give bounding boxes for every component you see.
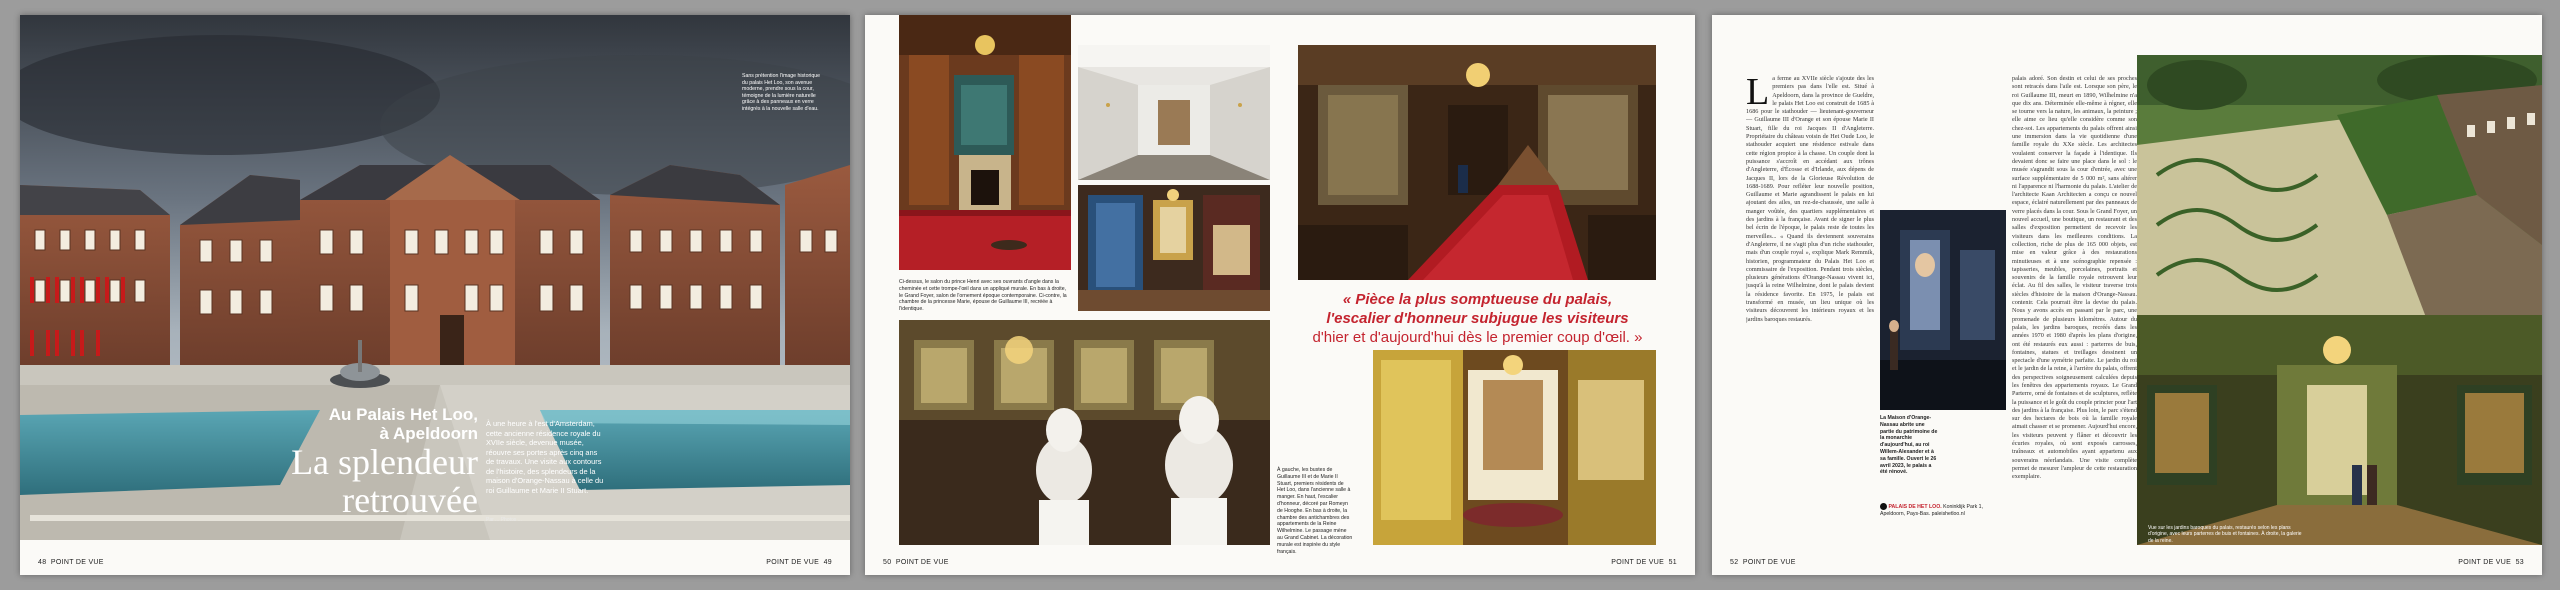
queen-antechamber-photo (1373, 350, 1656, 545)
folio-left-2 (883, 559, 949, 566)
intro-text: À une heure à l'est d'Amsterdam, cette ancienne résidence royale du XVIIe siècle, devenue musée, réouvre ses portes après cinq ans de travaux. Une visite aux contours de l'histoire, des splendeurs de la maison d'Orange-Nassau à celle du roi Guillaume et Marie II Stuart. (486, 419, 604, 495)
caption-right: Vue sur les jardins baroques du palais, restaurés selon les plans d'origine, avec leurs parterres de buis et fontaines. À droite, la galerie de la reine. (2148, 525, 2302, 544)
page-number-right-3: 53 (2515, 559, 2524, 566)
page-number-left: 48 (38, 559, 47, 566)
salon-fireplace-photo (899, 15, 1071, 270)
princess-bedroom-photo (1078, 185, 1270, 311)
folio-label-left-2: POINT DE VUE (895, 559, 949, 566)
dropcap: L (1746, 75, 1770, 113)
headline-line-2: à Apeldoorn (379, 424, 478, 443)
pull-quote-end: d'hier et d'aujourd'hui dès le premier coup d'œil. » (1312, 329, 1643, 346)
grand-staircase-photo (1298, 45, 1656, 280)
dining-room-busts-photo (899, 320, 1270, 545)
headline (278, 405, 478, 519)
queen-gallery-photo (2137, 315, 2542, 545)
pin-icon (1880, 503, 1887, 510)
spread-1 (20, 15, 850, 575)
folio-left (38, 559, 104, 566)
baroque-gardens-photo (2137, 55, 2542, 320)
page-number-left-2: 50 (883, 559, 892, 566)
headline-line-4: retrouvée (342, 480, 478, 520)
spread-2 (865, 15, 1695, 575)
page-number-right: 49 (823, 559, 832, 566)
page-number-right-2: 51 (1668, 559, 1677, 566)
pull-quote-main: « Pièce la plus somptueuse du palais, l'escalier d'honneur subjugue les visiteurs (1326, 291, 1629, 327)
column-1-text: a ferme au XVIIe siècle s'ajoute des les premiers pas dans l'elle est. Situé à Apeldoorn, dans la province de Gueldre, le palais Het Loo est construit de 1685 à 1686 pour le stathouder — lieutenant-gouverneur — Guillaume III d'Orange et son épouse Marie II Stuart, fille du roi Jacques II d'Angleterre. Propriétaire du château voisin de Het Oude Loo, le stathouder acquiert une résidence estivale dans cette région propice à la chasse. Un couple dont la puissance s'accroît en accédant aux trônes d'Angleterre, d'Écosse et d'Irlande, aux dépens de Jacques II, lors de la Glorieuse Révolution de 1688-1689. Pour refléter leur nouvelle position, Guillaume et Marie agrandissent le palais en lui ajoutant des ailes, un rez-de-chaussée, une salle à manger voûtée, des quartiers supplémentaires et des jardins à la française. Avant de signer le plus bel écrin de l'époque, le palais reste de toutes les merveilles... « Quand ils deviennent souverains d'Angleterre, il ne s'agit plus d'un riche stathouder, mais d'un couple royal », explique Mark Remmik, historien, programmateur du Palais Het Loo et commissaire de l'exposition. Pendant trois siècles, plusieurs générations d'Orange-Nassau vivent ici, jusqu'à la reine Wilhelmine, dont le palais devient la résidence favorite. En 1975, le palais est transformé en musée, un lieu unique où les visiteurs découvrent les intérieurs royaux et les jardins baroques restaurés. (1746, 75, 1874, 323)
caption-top: Ci-dessus, le salon du prince Henri avec ses ouvrants d'angle dans la cheminée et cette trompe-l'œil dans un appliqué murale. En bas à droite, le Grand Foyer, salon de l'ornement époque contemporaine. Ci-contre, la chambre de la princesse Marie, épouse de Guillaume III, recréée à l'identique. (899, 279, 1067, 313)
pull-quote (1310, 290, 1645, 347)
page-number-left-3: 52 (1730, 559, 1739, 566)
folio-left-3 (1730, 559, 1796, 566)
folio-label-left-3: POINT DE VUE (1742, 559, 1796, 566)
info-text: Koninklijk Park 1, Apeldoorn, Pays-Bas. paleishetloo.nl (1880, 503, 1983, 517)
folio-label-right-2: POINT DE VUE (1611, 559, 1665, 566)
caption-bottom: À gauche, les bustes de Guillaume III et de Marie II Stuart, premiers résidents de Het Loo, dans l'ancienne salle à manger. En haut, l'escalier d'honneur, décoré par Romeyn de Hooghe. En bas à droite, la chambre des antichambres des appartements de la Reine Wilhelmine. Le passage mène au Grand Cabinet. La décoration murale est inspirée du style français. (1277, 467, 1353, 555)
folio-label-right: POINT DE VUE (766, 559, 820, 566)
folio-label-left: POINT DE VUE (50, 559, 104, 566)
headline-line-3: La splendeur (291, 442, 478, 482)
museum-exhibit-photo (1880, 210, 2006, 410)
headline-line-1: Au Palais Het Loo, (328, 405, 478, 424)
info-box (1880, 503, 2000, 517)
text-column-1 (1746, 75, 1874, 543)
info-title: PALAIS DE HET LOO. (1888, 503, 1942, 510)
spread-3 (1712, 15, 2542, 575)
photo-caption: Sans prétention l'image historique du palais Het Loo, son avenue moderne, prendre sous la cour, témoigne de la lumière naturelle grâce à des panneaux en verre intégrés à la nouvelle salle d'eau. (742, 73, 820, 112)
caption-middle: La Maison d'Orange-Nassau abrite une partie du patrimoine de la monarchie d'aujourd'hui, au roi Willem-Alexander et à sa famille. Ouvert le 26 avril 2023, le palais a été rénové. (1880, 415, 1938, 476)
white-hall-photo (1078, 45, 1270, 180)
folio-right-3 (2458, 559, 2524, 566)
text-column-2: palais adoré. Son destin et celui de ses proches sont retracés dans l'aile est. Lorsque son père, le roi Guillaume III, meurt en 1890, Wilhelmine n'a que dix ans. Déterminée elle-même à régner, elle se tourne vers la nature, les animaux, la peinture ; elle aime ce lieu qu'elle considère comme son chez-soi. Les appartements du palais offrent ainsi une immersion dans la vie quotidienne d'une famille royale du XXe siècle. Les architectes voulaient conserver la façade à l'identique. Ils devaient donc se faire une place dans le sol : le musée s'agrandit sous la cour d'entrée, avec une surface supplémentaire de 5 000 m², sans altérer ni l'apparence ni l'harmonie du palais. L'atelier de l'architecte Kaan Architecten a conçu ce nouvel espace, éclairé naturellement par des panneaux de verre placés dans la cour. Sous le Grand Foyer, un nouvel accueil, une boutique, un restaurant et des salles d'exposition permettent de recevoir les visiteurs dans les meilleures conditions. La collection, riche de plus de 165 000 objets, est mise en valeur grâce à des restaurations minutieuses et à une scénographie repensée : tapisseries, meubles, porcelaines, portraits et souvenirs de la famille royale retrouvent leur éclat. Au fil des salles, le visiteur traverse trois siècles d'histoire de la maison d'Orange-Nassau. contenir. Cela pourrait être la devise du palais. Nous y avons accès en passant par le parc, une promenade de plusieurs kilomètres. Autour du palais, les jardins baroques, recréés dans les années 1970 et 1980 d'après les plans d'origine, ont été restaurés eux aussi : parterres de buis, fontaines, statues et treillages dessinent un spectacle d'une symétrie parfaite. Le jardin du roi et le jardin de la reine, à l'arrière du palais, offrent des perspectives soigneusement calculées depuis les fenêtres des appartements royaux. Le Grand Parterre, orné de fontaines et de sculptures, reflète la puissance et le goût du couple princier pour l'art des jardins à la française. Plus loin, le parc s'étend sur des hectares de bois où la famille royale aimait chasser et se promener. Aujourd'hui encore, les visiteurs peuvent y flâner et découvrir les écuries royales, où sont exposés carrosses, traîneaux et automobiles ayant appartenu aux souverains néerlandais. Une visite complète permet de mesurer l'ampleur de cette restauration exemplaire. (2012, 75, 2137, 481)
folio-label-right-3: POINT DE VUE (2458, 559, 2512, 566)
folio-right-2 (1611, 559, 1677, 566)
folio-right (766, 559, 832, 566)
byline: Par ... Photos ... (486, 517, 522, 523)
